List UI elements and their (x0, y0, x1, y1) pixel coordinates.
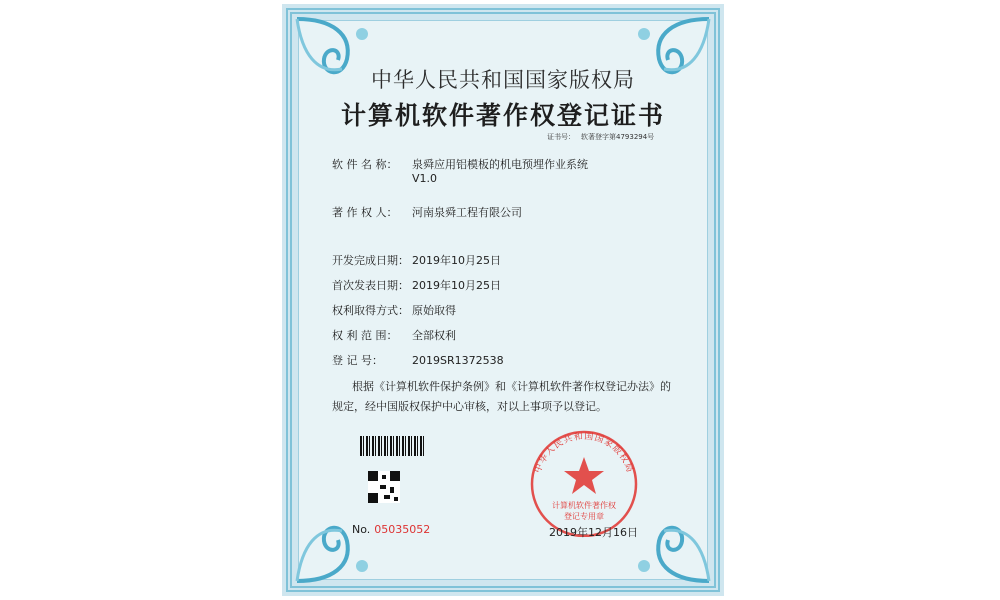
acquire-value: 原始取得 (412, 304, 456, 317)
dev-date-value: 2019年10月25日 (412, 254, 501, 267)
reg-no-label: 登 记 号： (332, 354, 383, 367)
software-version: V1.0 (412, 172, 438, 185)
serial-number-label: No. (352, 523, 371, 536)
pub-date-label: 首次发表日期： (332, 279, 409, 292)
certificate-number (547, 132, 654, 142)
dev-date-row (332, 252, 501, 268)
seal-inner-line-1: 计算机软件著作权 (552, 501, 616, 510)
official-seal (519, 422, 649, 537)
serial-number (352, 523, 430, 536)
software-name-row (332, 156, 588, 172)
barcode (360, 436, 425, 456)
qr-code (368, 471, 400, 503)
acquire-row (332, 302, 456, 318)
scope-row (332, 327, 456, 343)
certificate-number-label: 证书号： (547, 133, 575, 141)
scope-label: 权 利 范 围： (332, 329, 398, 342)
pub-date-row (332, 277, 501, 293)
pub-date-value: 2019年10月25日 (412, 279, 501, 292)
dev-date-label: 开发完成日期： (332, 254, 409, 267)
star-icon (564, 457, 604, 494)
reg-no-value: 2019SR1372538 (412, 354, 504, 367)
issuer-title: 中华人民共和国国家版权局 (371, 68, 635, 92)
certificate-number-value: 软著登字第4793294号 (581, 133, 655, 141)
copyright-owner-row (332, 204, 522, 220)
statement-line-2: 规定，经中国版权保护中心审核，对以上事项予以登记。 (332, 400, 607, 413)
software-name-value: 泉舜应用铝模板的机电预埋作业系统 (412, 158, 588, 171)
acquire-label: 权利取得方式： (332, 304, 409, 317)
seal-ring-text: 中华人民共和国国家版权局 (533, 431, 635, 475)
statement (332, 377, 692, 417)
certificate-title: 计算机软件著作权登记证书 (340, 101, 665, 130)
statement-line-1: 根据《计算机软件保护条例》和《计算机软件著作权登记办法》的 (352, 380, 671, 393)
seal-inner-line-2: 登记专用章 (564, 512, 604, 521)
scope-value: 全部权利 (412, 329, 456, 342)
reg-no-row (332, 352, 504, 368)
copyright-owner-value: 河南泉舜工程有限公司 (412, 206, 522, 219)
issue-date: 2019年12月16日 (549, 526, 638, 539)
copyright-owner-label: 著 作 权 人： (332, 206, 398, 219)
certificate (282, 4, 724, 596)
serial-number-value: 05035052 (374, 523, 431, 536)
ornament-icon (292, 496, 402, 586)
software-name-label: 软 件 名 称： (332, 158, 398, 171)
